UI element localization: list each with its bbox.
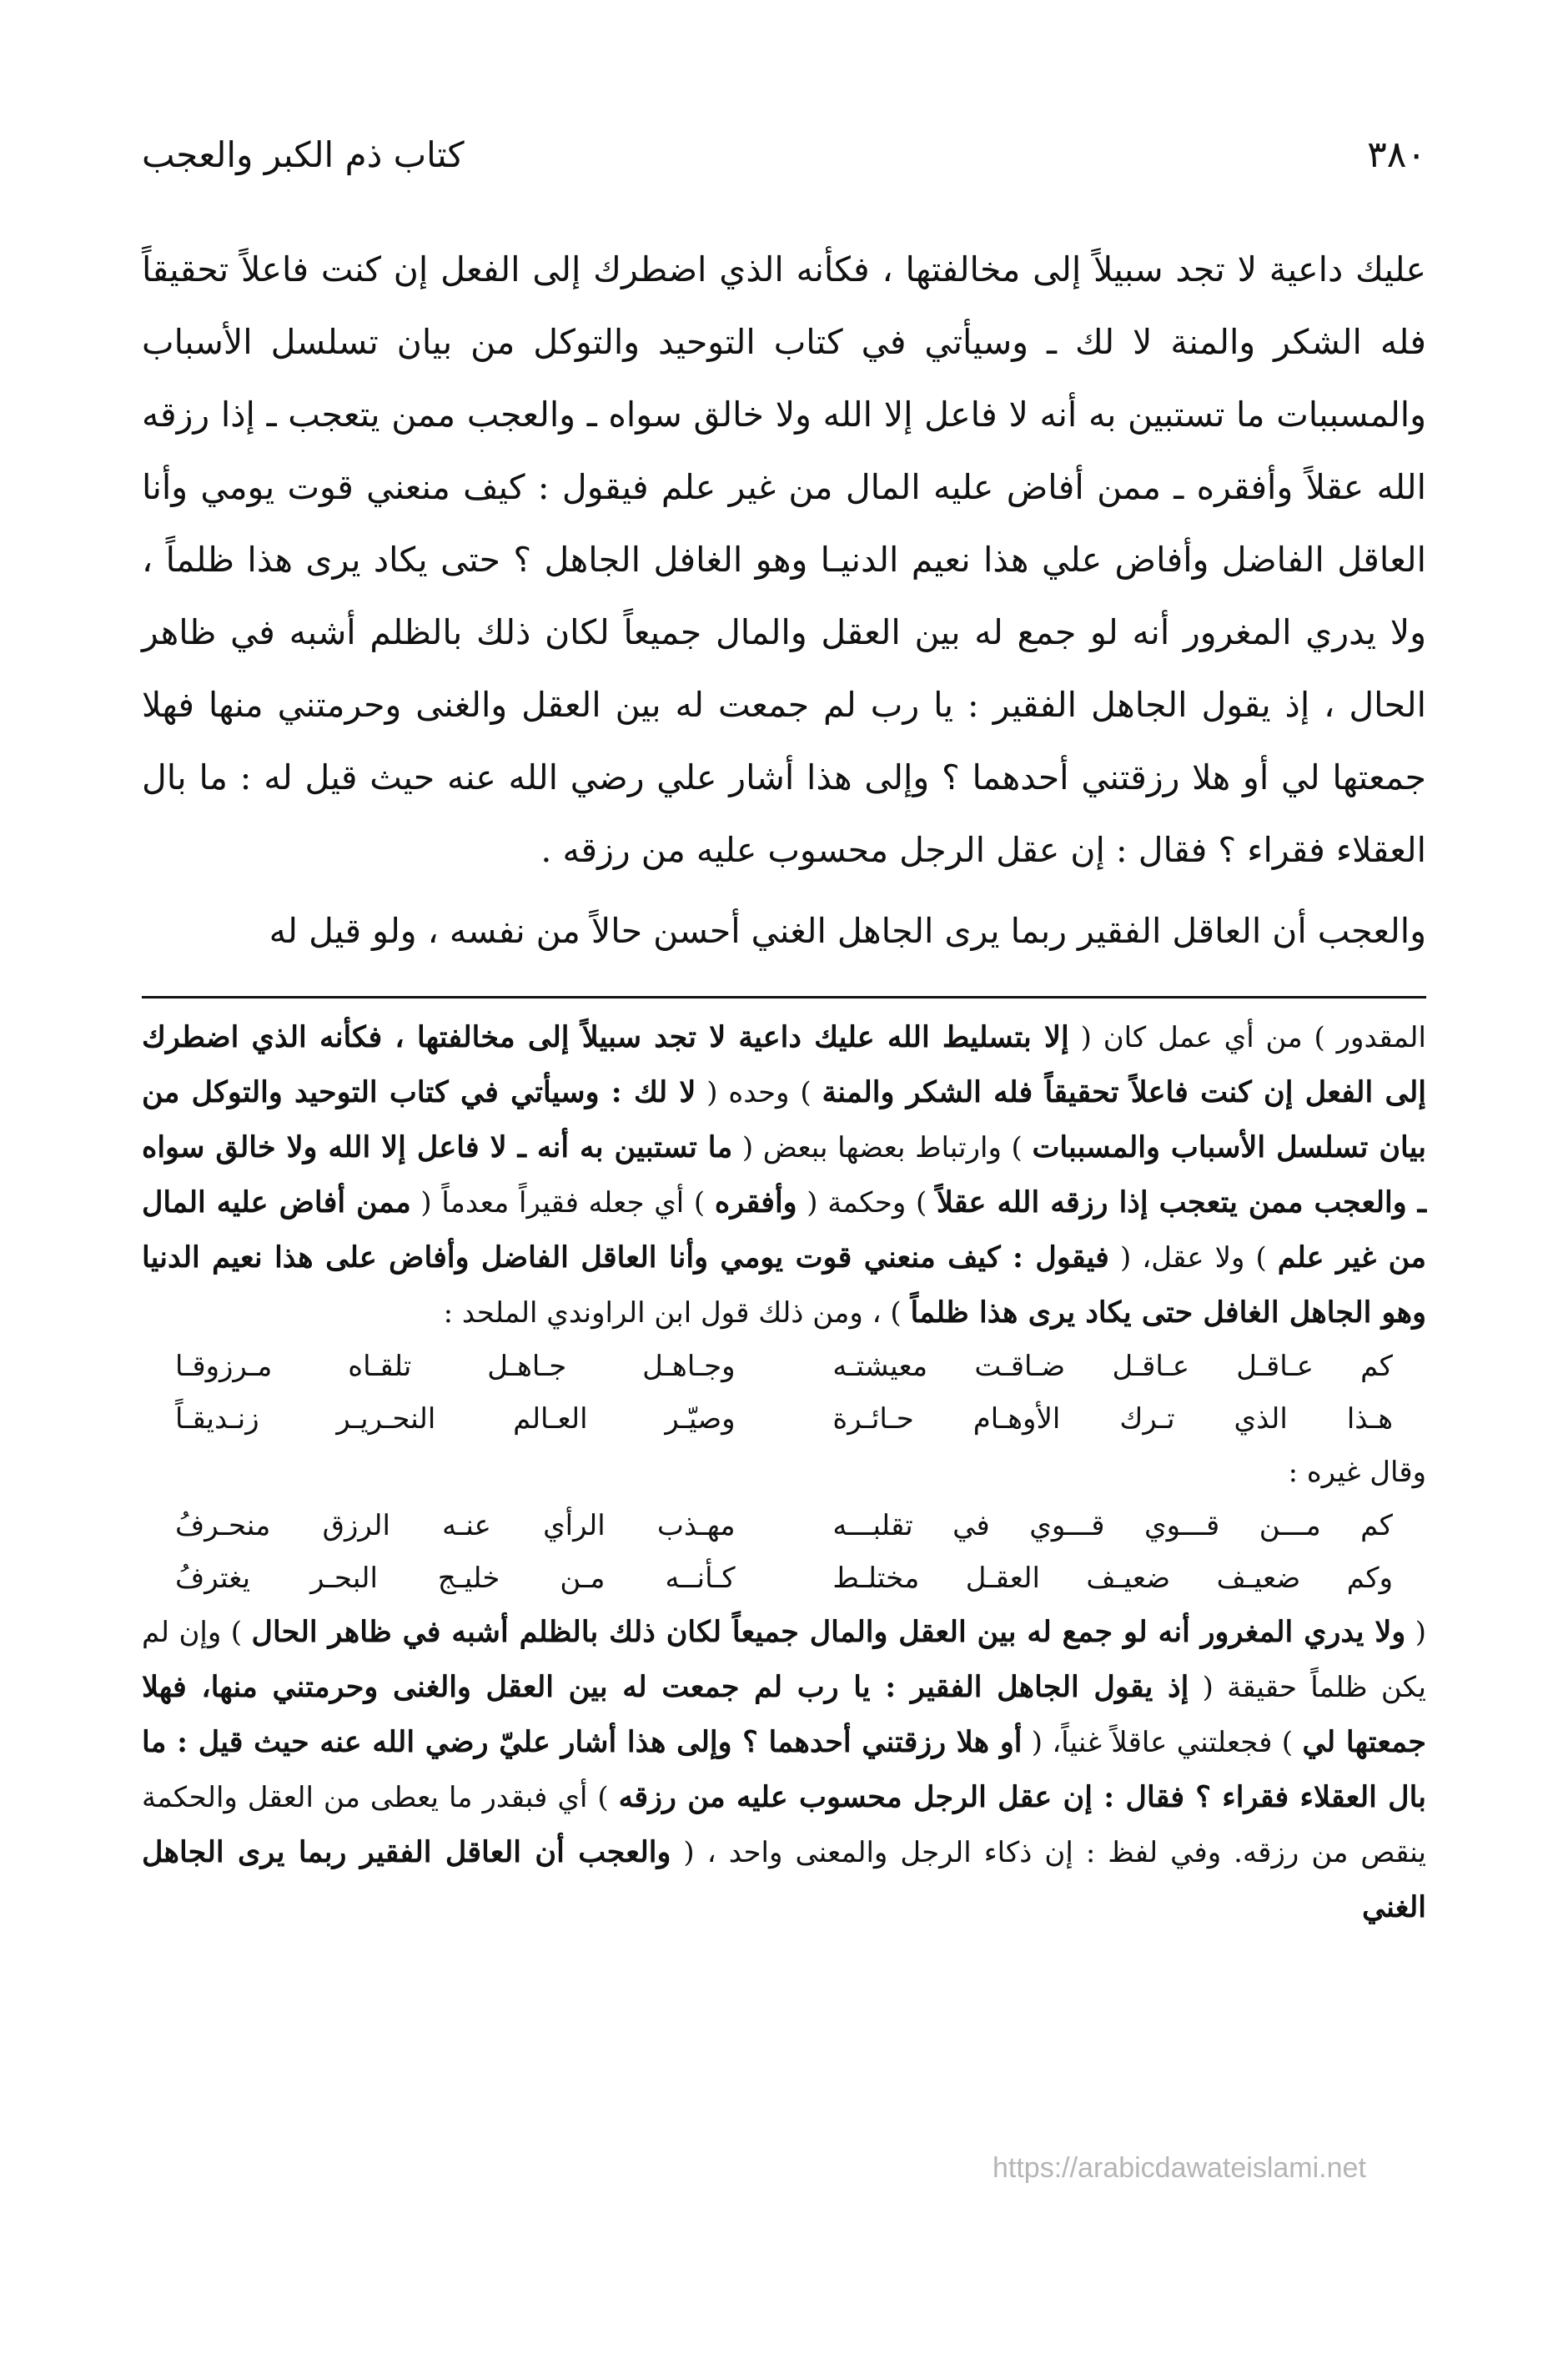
commentary-quote: ممن أفاض عليه المال من غير علم: [142, 1185, 1426, 1275]
commentary-plain: ) ، ومن ذلك قول ابن الراوندي الملحد :: [443, 1296, 902, 1330]
commentary: [142, 1010, 1426, 1935]
commentary-quote: ما تستبين به أنه ـ لا فاعل إلا الله ولا خالق سواه ـ والعجب ممن يتعجب إذا رزقه الله عقلاً: [142, 1130, 1426, 1220]
commentary-plain: ) ولا عقل، (: [1119, 1241, 1267, 1275]
commentary-plain: ) وإن لم يكن ظلماً حقيقة (: [142, 1616, 1427, 1704]
verse-first-hemistich: كم مـــن قـــوي قـــوي في تقلبـــه: [832, 1509, 1393, 1542]
commentary-plain: ) أي فبقدر ما يعطى من العقل والحكمة ينقص من رزقه. وفي لفظ : إن ذكاء الرجل والمعنى واحد ، (: [142, 1781, 1427, 1869]
source-watermark: https://arabicdawateislami.net: [993, 2152, 1366, 2184]
main-paragraph-continued: والعجب أن العاقل الفقير ربما يرى الجاهل الغني أحسن حالاً من نفسه ، ولو قيل له: [269, 911, 1426, 951]
poem-intro: وقال غيره :: [1288, 1456, 1426, 1489]
verse-first-hemistich: وكم ضعيـف ضعيـف العقـل مختلـط: [832, 1562, 1393, 1595]
commentary-paragraph: [142, 1010, 1426, 1340]
commentary-plain: ) وارتباط بعضها ببعض (: [741, 1131, 1023, 1164]
commentary-quote: لا لك : وسيأتي في كتاب التوحيد والتوكل من بيان تسلسل الأسباب والمسببات: [142, 1075, 1427, 1164]
poem-ibn-al-rawandi: [142, 1340, 1426, 1446]
commentary-plain: ) وحده (: [706, 1076, 812, 1109]
verse-second-hemistich: مهـذب الرأي عنـه الرزق منحـرفُ: [175, 1509, 736, 1542]
commentary-quote: أو هلا رزقتني أحدهما ؟ وإلى هذا أشار عليّ رضي الله عنه حيث قيل : ما بال العقلاء فقراء ؟ فقال : إن عقل الرجل محسوب عليه من رزقه: [142, 1725, 1427, 1814]
commentary-plain: ) أي جعله فقيراً معدماً (: [420, 1186, 706, 1220]
verse-second-hemistich: كـأنــه مـن خليـج البحـر يغترفُ: [175, 1562, 736, 1595]
poem-verse: [175, 1500, 1393, 1552]
page-header: [142, 133, 1426, 200]
verse-first-hemistich: هـذا الذي تـرك الأوهـام حـائـرة: [832, 1402, 1393, 1436]
poem-verse: [175, 1552, 1393, 1605]
commentary-quote: ولا يدري المغرور أنه لو جمع له بين العقل والمال جميعاً لكان ذلك بالظلم أشبه في ظاهر الحال: [251, 1615, 1406, 1649]
verse-first-hemistich: كم عـاقـل عـاقـل ضـاقـت معيشتـه: [832, 1350, 1393, 1383]
verse-second-hemistich: وصيّـر العـالم النحـريـر زنـديقـاً: [175, 1402, 736, 1436]
main-paragraph: عليك داعية لا تجد سبيلاً إلى مخالفتها ، فكأنه الذي اضطرك إلى الفعل إن كنت فاعلاً تحقيقاً فله الشكر والمنة لا لك ـ وسيأتي في كتاب التوحيد والتوكل من بيان تسلسل الأسباب والمسببات ما تستبين به أنه لا فاعل إلا الله ولا خالق سواه ـ والعجب ممن يتعجب ـ إذا رزقه الله عقلاً وأفقره ـ ممن أفاض عليه المال من غير علم فيقول : كيف منعني قوت يومي وأنا العاقل الفاضل وأفاض علي هذا نعيم الدنيـا وهو الغافل الجاهل ؟ حتى يكاد يرى هذا ظلماً ، ولا يدري المغرور أنه لو جمع له بين العقل والمال جميعاً لكان ذلك بالظلم أشبه في ظاهر الحال ، إذ يقول الجاهل الفقير : يا رب لم جمعت له بين العقل والغنى وحرمتني منها فهلا جمعتها لي أو هلا رزقتني أحدهما ؟ وإلى هذا أشار علي رضي الله عنه حيث قيل له : ما بال العقلاء فقراء ؟ فقال : إن عقل الرجل محسوب عليه من رزقه .: [142, 249, 1426, 870]
verse-second-hemistich: وجـاهـل جـاهـل تلقـاه مـرزوقـا: [175, 1350, 736, 1383]
commentary-plain: ) وحكمة (: [807, 1186, 927, 1220]
commentary-plain: ) فجعلتني عاقلاً غنياً، (: [1031, 1726, 1294, 1759]
running-title: كتاب ذم الكبر والعجب: [142, 134, 465, 175]
page-number: ٣٨٠: [1367, 133, 1426, 176]
poem-verse: [175, 1340, 1393, 1393]
main-text: [142, 234, 1426, 968]
commentary-quote: وأفقره: [714, 1185, 797, 1220]
commentary-paragraph: [142, 1605, 1426, 1935]
commentary-quote: فيقول : كيف منعني قوت يومي وأنا العاقل الفاضل وأفاض على هذا نعيم الدنيا وهو الجاهل الغافل حتى يكاد يرى هذا ظلماً: [142, 1240, 1426, 1330]
footnote-divider: [142, 996, 1426, 998]
commentary-plain: المقدور ) من أي عمل كان (: [1080, 1021, 1426, 1054]
commentary-quote: والعجب أن العاقل الفقير ربما يرى الجاهل الغني: [142, 1835, 1426, 1924]
poem-other: [142, 1500, 1426, 1605]
commentary-quote: إذ يقول الجاهل الفقير : يا رب لم جمعت له بين العقل والغنى وحرمتني منها، فهلا جمعتها لي: [142, 1670, 1427, 1759]
commentary-quote: إلا بتسليط الله عليك داعية لا تجد سبيلاً إلى مخالفتها ، فكأنه الذي اضطرك إلى الفعل إن كنت فاعلاً تحقيقاً فله الشكر والمنة: [142, 1020, 1426, 1109]
poem-verse: [175, 1393, 1393, 1446]
commentary-plain: (: [1415, 1616, 1427, 1649]
